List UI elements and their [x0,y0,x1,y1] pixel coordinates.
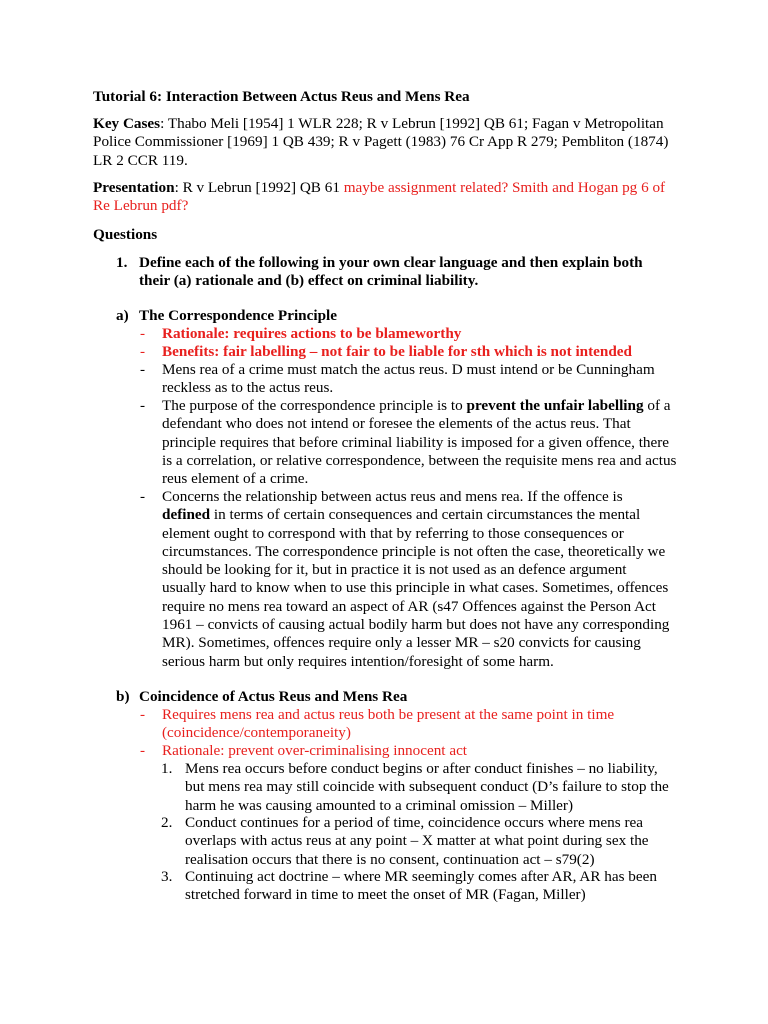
presentation-paragraph [93,179,683,216]
bullet-dash: - [140,343,146,360]
questions-heading: Questions [93,226,158,243]
bullet-dash: - [140,361,146,378]
section-b-rationale: - Rationale: prevent over-criminalising innocent act [140,742,468,759]
presentation-label: Presentation [93,179,175,196]
question-1 [116,254,669,291]
section-b-requirement: - Requires mens rea and actus reus both be present at the same point in time (coincidence/contemporaneity) [140,706,615,742]
section-a-point-1: - Mens rea of a crime must match the actus reus. D must intend or be Cunningham reckless as to the actus reus. [140,361,655,397]
key-cases-paragraph [93,115,688,170]
list-item-number: 2. [161,814,173,831]
list-item: 3. Continuing act doctrine – where MR seemingly comes after AR, AR has been stretched forward in time to meet the onset of MR (Fagan, Miller) [161,868,657,904]
section-a-point-2: - The purpose of the correspondence principle is to prevent the unfair labelling of a defendant who does not intend or foresee the elements of the actus reus. That principle requires that before criminal liability is imposed for a given offence, there is a correlation, or relative correspondence, between the requisite mens rea and actus reus element of a crime. [140,397,677,488]
list-item-number: 1. [161,760,173,777]
presentation-note: maybe assignment related? Smith and Hogan pg 6 of Re Lebrun pdf? [93,179,666,215]
list-item-number: 3. [161,868,173,885]
bullet-dash: - [140,397,146,414]
section-a-benefits: - Benefits: fair labelling – not fair to be liable for sth which is not intended [140,343,632,360]
section-b-marker: b) [116,688,130,705]
section-a-point-3: - Concerns the relationship between actus reus and mens rea. If the offence is defined in terms of certain consequences and certain circumstances the mental element ought to correspond with that by referring to those consequences or circumstances. The correspondence principle is not often the case, theoretically we should be looking for it, but in practice it is not used as an defence argument usually hard to know when to use this principle in what cases. Sometimes, offences require no mens rea toward an aspect of AR (s47 Offences against the Person Act 1961 – convicts of causing actual bodily harm but does not have any corresponding MR). Sometimes, offences require only a lesser MR – s20 convicts for causing serious harm but only requires intention/foresight of some harm. [140,488,670,670]
section-b-heading: b) Coincidence of Actus Reus and Mens Rea [116,688,408,705]
page-title: Tutorial 6: Interaction Between Actus Reus and Mens Rea [93,88,470,105]
section-a-rationale: - Rationale: requires actions to be blameworthy [140,325,462,342]
bullet-dash: - [140,488,146,505]
section-a-marker: a) [116,307,129,324]
question-1-text: Define each of the following in your own clear language and then explain both their (a) rationale and (b) effect on criminal liability. [139,254,643,290]
bullet-dash: - [140,325,146,342]
list-item: 2. Conduct continues for a period of time, coincidence occurs where mens rea overlaps with actus reus at any point – X matter at what point during sex the realisation occurs that there is no consent, continuation act – s79(2) [161,814,649,868]
section-a-heading: a) The Correspondence Principle [116,307,337,324]
presentation-text: : R v Lebrun [1992] QB 61 [174,179,344,196]
question-1-number: 1. [116,254,128,271]
bullet-dash: - [140,742,146,759]
bullet-dash: - [140,706,146,723]
key-cases-text: : Thabo Meli [1954] 1 WLR 228; R v Lebrun [1992] QB 61; Fagan v Metropolitan Police Commissioner [1969] 1 QB 439; R v Pagett (1983) 76 Cr App R 279; Pembliton (1874) LR 2 CCR 119. [93,115,669,169]
key-cases-label: Key Cases [93,115,161,132]
list-item: 1. Mens rea occurs before conduct begins or after conduct finishes – no liability, but mens rea may still coincide with subsequent conduct (D’s failure to stop the harm he was causing amounted to a criminal omission – Miller) [161,760,669,814]
